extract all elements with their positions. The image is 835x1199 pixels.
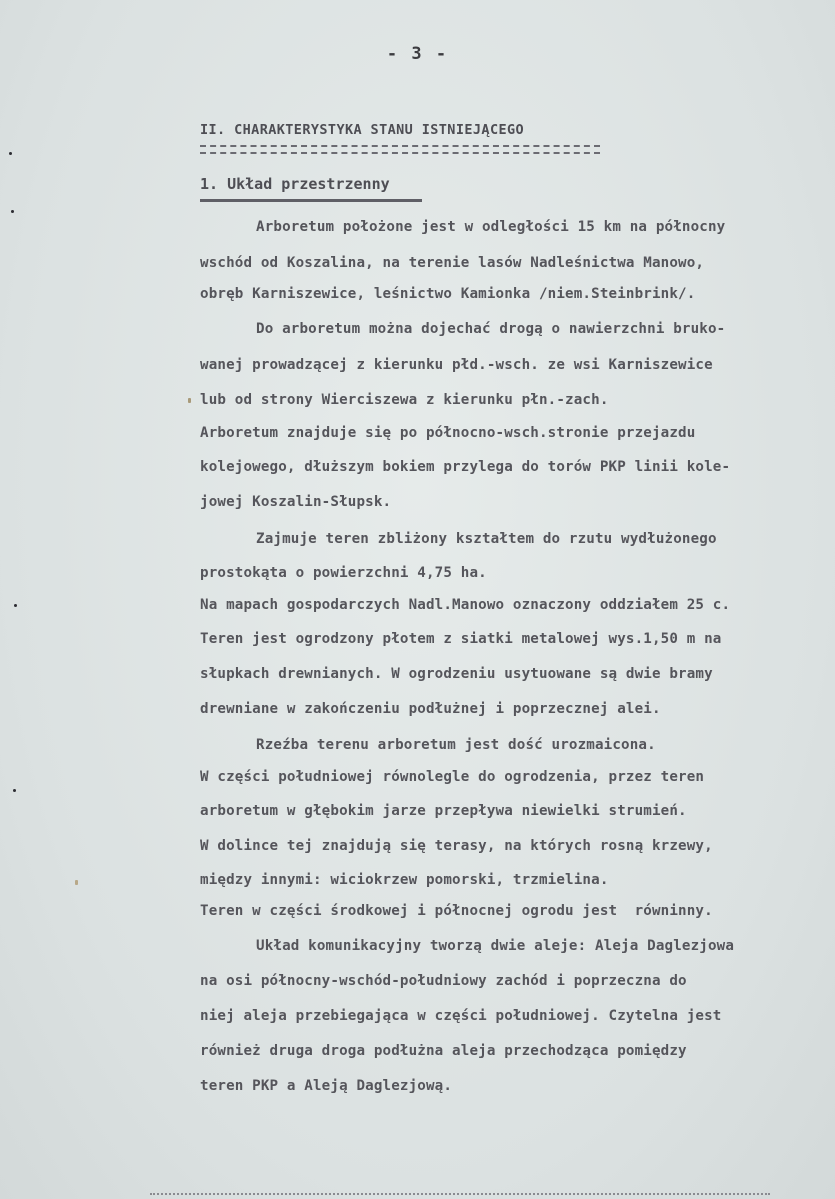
body-line: W dolince tej znajdują się terasy, na których rosną krzewy, (200, 838, 713, 854)
body-line: Arboretum położone jest w odległości 15 km na północny (256, 219, 726, 235)
body-line: na osi północny-wschód-południowy zachód i poprzeczna do (200, 973, 687, 989)
body-line: Arboretum znajduje się po północno-wsch.stronie przejazdu (200, 425, 696, 441)
body-line: arboretum w głębokim jarze przepływa niewielki strumień. (200, 803, 687, 819)
body-line: również druga droga podłużna aleja przechodząca pomiędzy (200, 1043, 687, 1059)
body-line: teren PKP a Aleją Daglezjową. (200, 1078, 453, 1094)
body-line: jowej Koszalin-Słupsk. (200, 494, 392, 510)
body-line: kolejowego, dłuższym bokiem przylega do torów PKP linii kole- (200, 459, 731, 475)
body-line: Na mapach gospodarczych Nadl.Manowo oznaczony oddziałem 25 c. (200, 597, 731, 613)
body-line: Teren w części środkowej i północnej ogrodu jest równinny. (200, 903, 713, 919)
body-line: między innymi: wiciokrzew pomorski, trzmielina. (200, 872, 609, 888)
subsection-underline (200, 199, 422, 202)
body-line: Teren jest ogrodzony płotem z siatki metalowej wys.1,50 m na (200, 631, 722, 647)
body-line: lub od strony Wierciszewa z kierunku płn.-zach. (200, 392, 609, 408)
body-line: Rzeźba terenu arboretum jest dość urozmaicona. (256, 737, 656, 753)
body-line: obręb Karniszewice, leśnictwo Kamionka /niem.Steinbrink/. (200, 286, 696, 302)
body-line: drewniane w zakończeniu podłużnej i poprzecznej alei. (200, 701, 661, 717)
paper-stain (75, 880, 78, 885)
body-line: Układ komunikacyjny tworzą dwie aleje: Aleja Daglezjowa (256, 938, 735, 954)
heading-underline (200, 145, 600, 147)
bottom-edge-noise (150, 1193, 770, 1195)
subsection-heading: 1. Układ przestrzenny (200, 175, 390, 193)
section-heading: II. CHARAKTERYSTYKA STANU ISTNIEJĄCEGO (200, 122, 525, 138)
paper-speck (11, 210, 14, 213)
body-line: wschód od Koszalina, na terenie lasów Nadleśnictwa Manowo, (200, 255, 705, 271)
heading-underline-second (200, 152, 600, 154)
body-line: słupkach drewnianych. W ogrodzeniu usytuowane są dwie bramy (200, 666, 713, 682)
body-line: Do arboretum można dojechać drogą o nawierzchni bruko- (256, 321, 726, 337)
body-line: wanej prowadzącej z kierunku płd.-wsch. ze wsi Karniszewice (200, 357, 713, 373)
body-line: W części południowej równolegle do ogrodzenia, przez teren (200, 769, 705, 785)
body-line: niej aleja przebiegająca w części południowej. Czytelna jest (200, 1008, 722, 1024)
paper-speck (14, 604, 17, 607)
body-line: prostokąta o powierzchni 4,75 ha. (200, 565, 487, 581)
paper-speck (9, 152, 12, 155)
page-number: - 3 - (386, 44, 449, 64)
body-line: Zajmuje teren zbliżony kształtem do rzutu wydłużonego (256, 531, 717, 547)
paper-speck (13, 789, 16, 792)
paper-stain (188, 398, 191, 403)
